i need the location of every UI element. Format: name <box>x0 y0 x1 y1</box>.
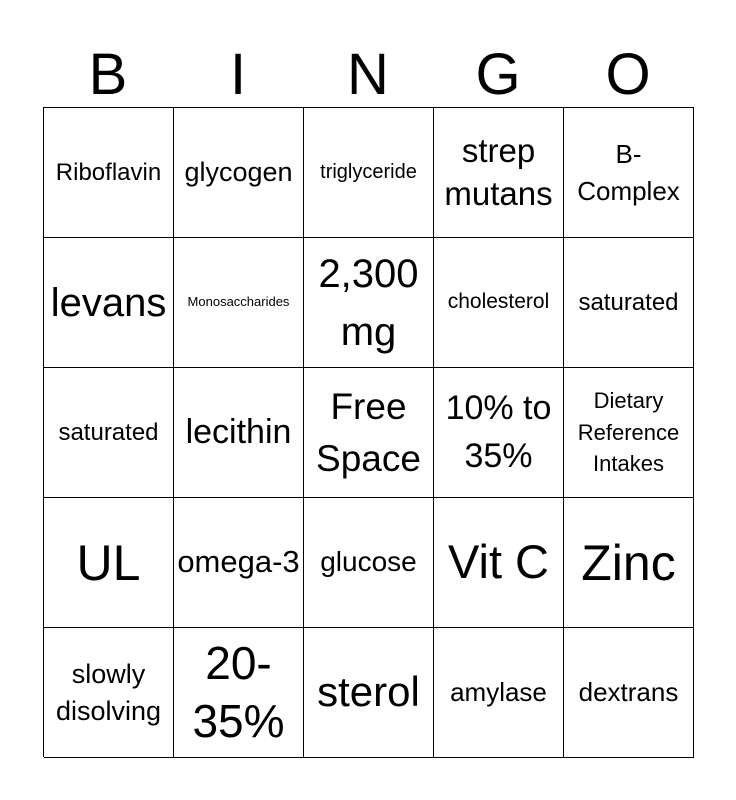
bingo-cell[interactable]: strep mutans <box>434 108 564 238</box>
bingo-cell[interactable]: saturated <box>44 368 174 498</box>
bingo-cell[interactable]: Dietary Reference Intakes <box>564 368 694 498</box>
bingo-cell[interactable]: dextrans <box>564 628 694 758</box>
bingo-cell[interactable]: lecithin <box>174 368 304 498</box>
bingo-cell[interactable]: cholesterol <box>434 238 564 368</box>
header-letter-b: B <box>88 42 128 107</box>
bingo-cell[interactable]: 2,300 mg <box>304 238 434 368</box>
header-letter-o: O <box>605 42 651 107</box>
bingo-cell[interactable]: B-Complex <box>564 108 694 238</box>
bingo-cell[interactable]: amylase <box>434 628 564 758</box>
bingo-cell[interactable]: glucose <box>304 498 434 628</box>
bingo-cell[interactable]: slowly disolving <box>44 628 174 758</box>
bingo-cell[interactable]: omega-3 <box>174 498 304 628</box>
bingo-cell[interactable]: levans <box>44 238 174 368</box>
bingo-cell[interactable]: triglyceride <box>304 108 434 238</box>
header-letter-g: G <box>475 42 521 107</box>
bingo-header <box>43 42 693 108</box>
bingo-cell[interactable]: glycogen <box>174 108 304 238</box>
bingo-cell[interactable]: Free Space <box>304 368 434 498</box>
bingo-cell[interactable]: 10% to 35% <box>434 368 564 498</box>
header-letter-i: I <box>229 42 247 107</box>
bingo-cell[interactable]: Riboflavin <box>44 108 174 238</box>
bingo-cell[interactable]: Monosaccharides <box>174 238 304 368</box>
bingo-cell[interactable]: Zinc <box>564 498 694 628</box>
bingo-cell[interactable]: 20-35% <box>174 628 304 758</box>
bingo-cell[interactable]: UL <box>44 498 174 628</box>
header-letter-n: N <box>347 42 389 107</box>
bingo-cell[interactable]: Vit C <box>434 498 564 628</box>
bingo-cell[interactable]: sterol <box>304 628 434 758</box>
bingo-cell[interactable]: saturated <box>564 238 694 368</box>
bingo-board <box>43 107 694 757</box>
